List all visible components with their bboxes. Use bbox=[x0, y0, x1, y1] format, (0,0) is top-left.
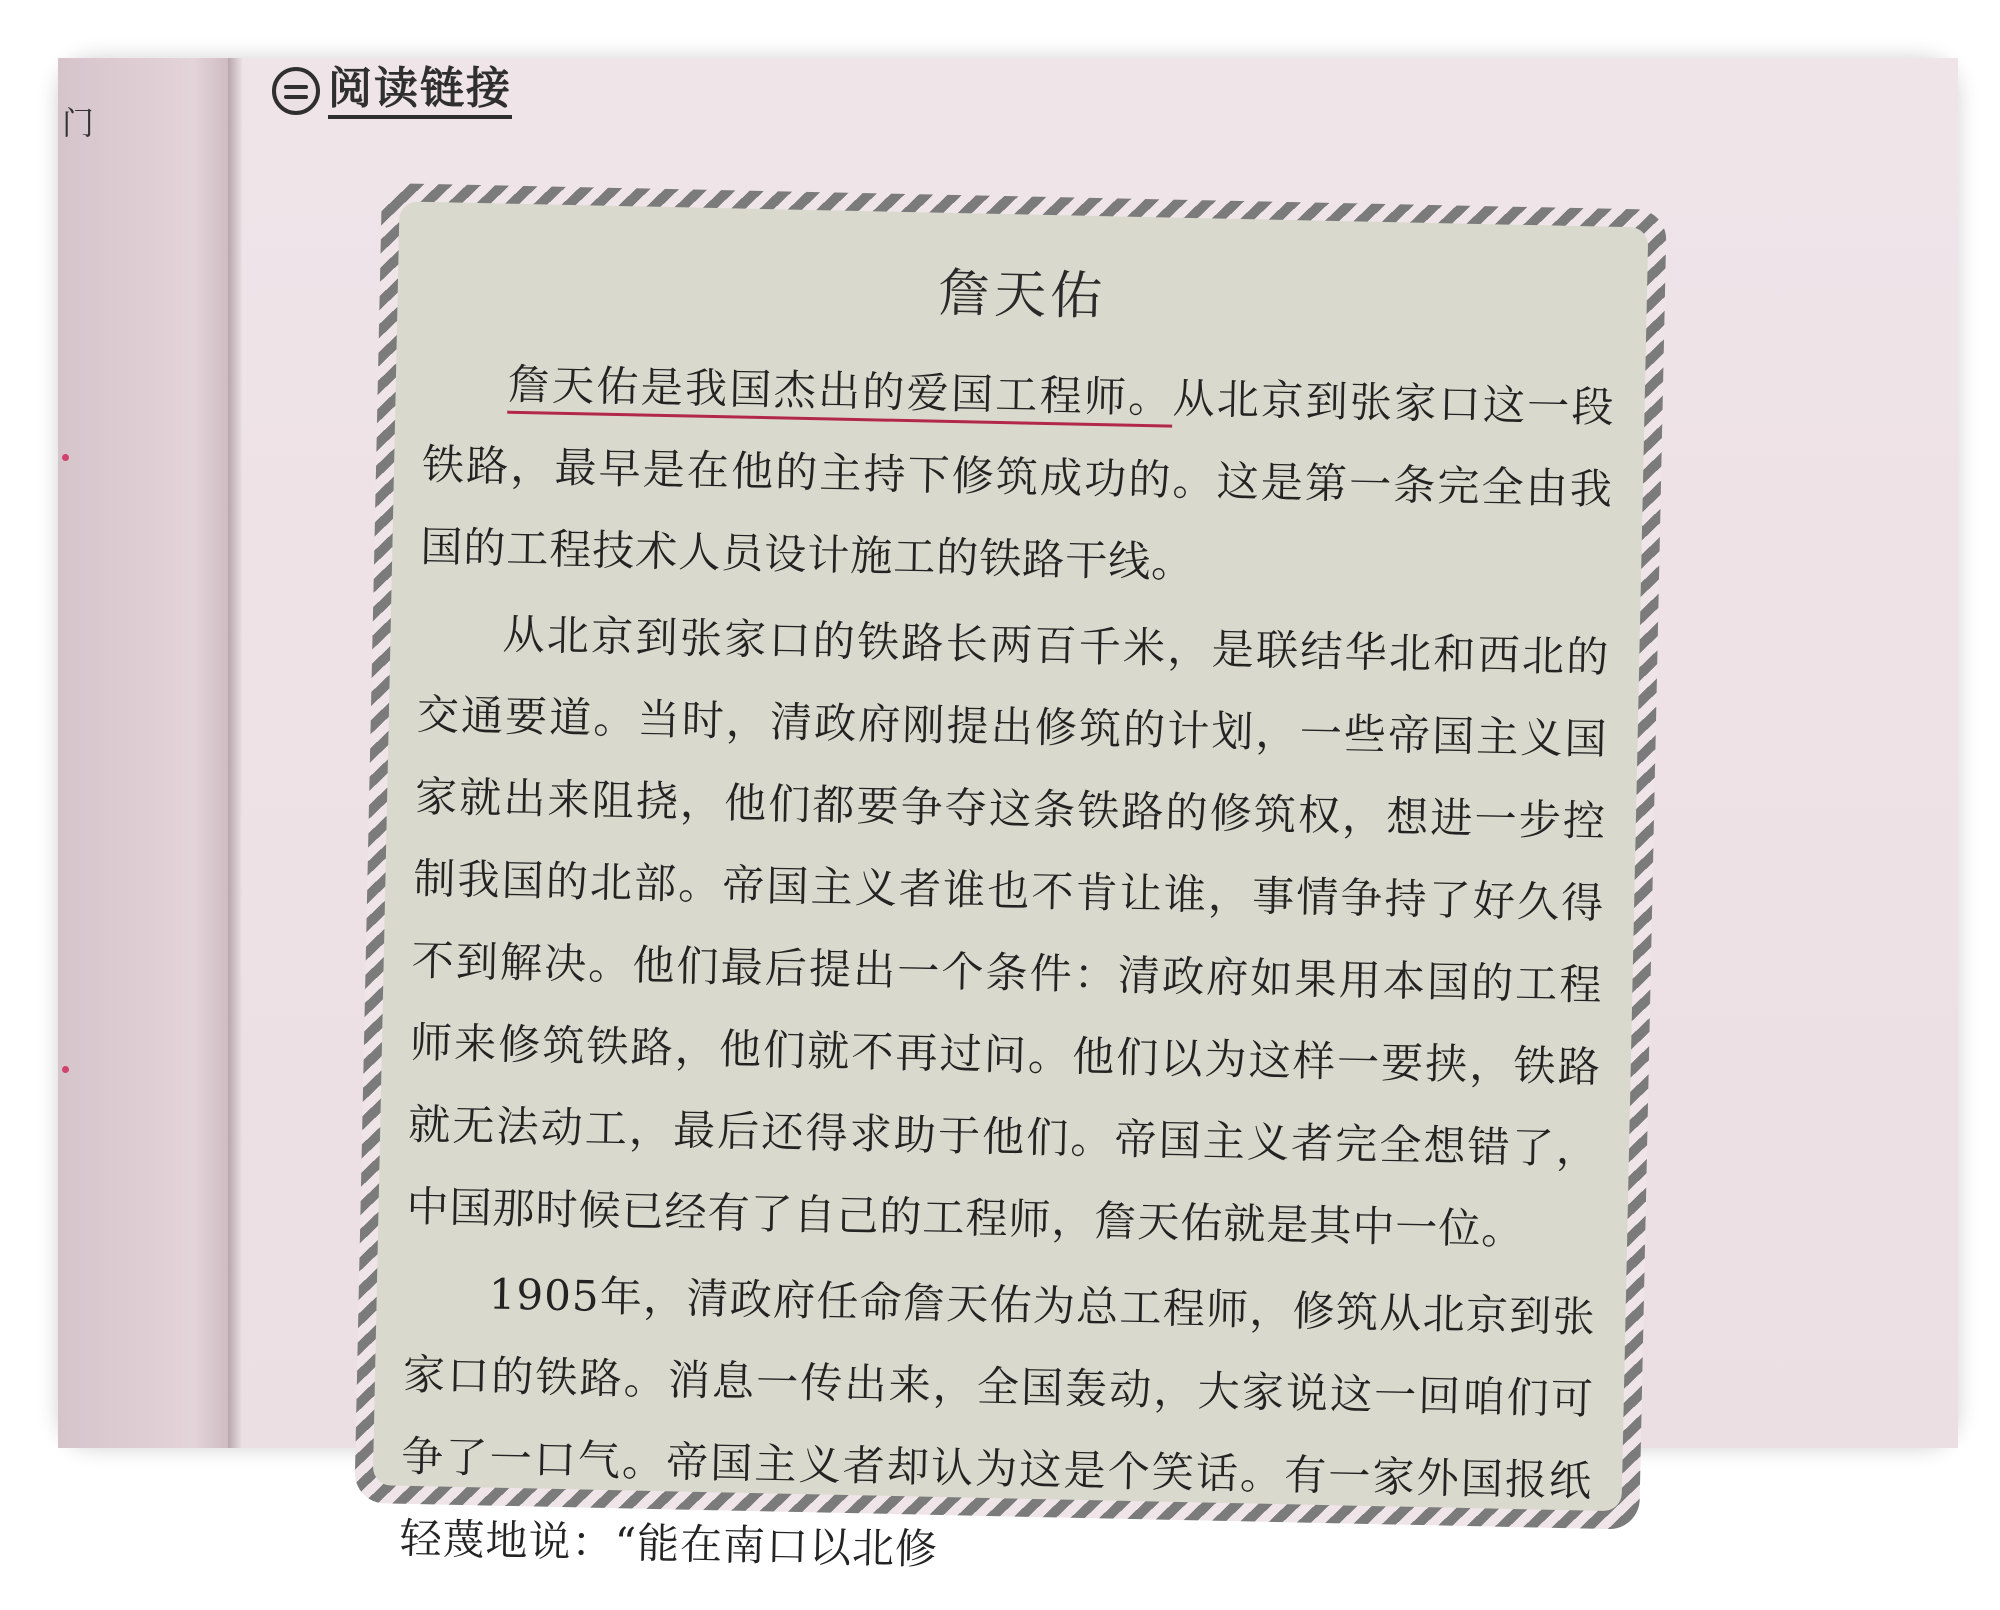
paragraph bbox=[399, 1252, 1597, 1605]
right-page bbox=[242, 58, 1958, 1574]
paragraph-text: 1905年，清政府任命詹天佑为总工程师，修筑从北京到张家口的铁路。消息一传出来，全国轰动，大家说这一回咱们可争了一口气。帝国主义者却认为这是个笑话。有一家外国报纸轻蔑地说：“能在南口以北修 bbox=[399, 1269, 1597, 1574]
underlined-sentence: 詹天佑是我国杰出的爱国工程师。 bbox=[507, 360, 1173, 428]
article-title: 詹天佑 bbox=[937, 263, 1107, 328]
article-body bbox=[399, 342, 1616, 1609]
book-icon bbox=[272, 67, 320, 115]
left-page-edge-text: 门 bbox=[62, 104, 95, 142]
pink-mark bbox=[62, 1066, 69, 1073]
book-photo bbox=[58, 58, 1958, 1574]
reading-card bbox=[373, 201, 1649, 1574]
book-gutter bbox=[228, 58, 242, 1448]
section-tag-label: 阅读链接 bbox=[328, 64, 512, 119]
reading-frame bbox=[354, 183, 1666, 1574]
paragraph-text: 从北京到张家口的铁路长两百千米，是联结华北和西北的交通要道。当时，清政府刚提出修筑的计划，一些帝国主义国家就出来阻挠，他们都要争夺这条铁路的修筑权，想进一步控制我国的北部。帝国主义者谁也不肯让谁，事情争持了好久得不到解决。他们最后提出一个条件：清政府如果用本国的工程师来修筑铁路，他们就不再过问。他们以为这样一要挟，铁路就无法动工，最后还得求助于他们。帝国主义者完全想错了，中国那时候已经有了自己的工程师，詹天佑就是其中一位。 bbox=[406, 609, 1610, 1255]
paragraph bbox=[406, 592, 1610, 1273]
paragraph-text: 从北京到张家口这一段铁路，最早是在他的主持下修筑成功的。这是第一条完全由我国的工程技术人员设计施工的铁路干线。 bbox=[419, 373, 1616, 588]
left-page bbox=[58, 58, 228, 1448]
section-tag bbox=[272, 64, 512, 119]
paragraph bbox=[420, 342, 1616, 613]
pink-mark bbox=[62, 454, 69, 461]
